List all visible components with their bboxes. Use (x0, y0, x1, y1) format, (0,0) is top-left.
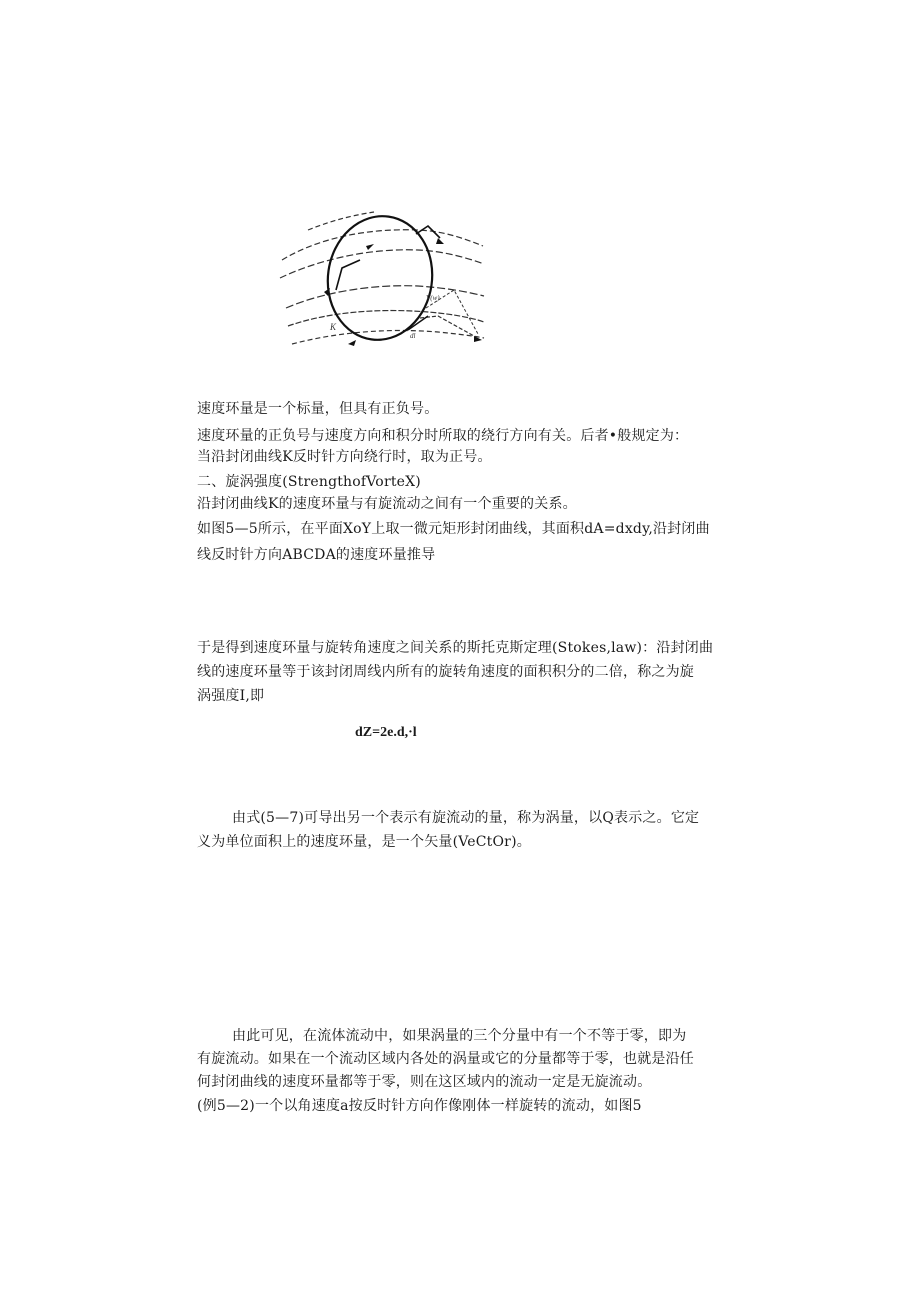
paragraph-vorticity-line-2: 义为单位面积上的速度环量，是一个矢量(VeCtOr)。 (197, 834, 531, 850)
streamline-2 (280, 250, 484, 278)
velocity-circulation-figure (278, 208, 486, 348)
paragraph-example: (例5—2)一个以角速度a按反时针方向作像刚体一样旋转的流动，如图5 (197, 1098, 642, 1114)
paragraph-rectangle-line-2: 线反时针方向ABCDA的速度环量推导 (197, 547, 436, 563)
paragraph-relation: 沿封闭曲线K的速度环量与有旋流动之间有一个重要的关系。 (197, 496, 577, 512)
streamline-3 (286, 286, 484, 308)
paragraph-rectangle-line-1: 如图5—5所示，在平面XoY上取一微元矩形封闭曲线，其面积dA=dxdy,沿封闭曲 (197, 521, 710, 537)
paragraph-stokes-line-1: 于是得到速度环量与旋转角速度之间关系的斯托克斯定理(Stokes,law)：沿封闭曲 (197, 640, 714, 656)
paragraph-sign-line-1: 速度环量的正负号与速度方向和积分时所取的绕行方向有关。后者•般规定为： (197, 428, 689, 444)
paragraph-conclusion-line-2: 有旋流动。如果在一个流动区域内各处的涡量或它的分量都等于零，也就是沿任 (197, 1051, 694, 1067)
paragraph-sign-line-2: 当沿封闭曲线K反时针方向绕行时，取为正号。 (197, 449, 492, 465)
label-vw: V(w) (426, 294, 440, 302)
arrow-head-5 (436, 238, 444, 244)
paragraph-stokes-line-3: 涡强度I,即 (197, 688, 265, 704)
streamline-1 (282, 230, 483, 260)
paragraph-scalar: 速度环量是一个标量，但具有正负号。 (197, 401, 439, 417)
streamline-4 (288, 311, 484, 326)
arrow-head-1 (366, 244, 374, 250)
section-heading-vortex-strength: 二、旋涡强度(StrengthofVorteX) (197, 474, 421, 490)
paragraph-vorticity-line-1: 由式(5—7)可导出另一个表示有旋流动的量，称为涡量，以Q表示之。它定 (232, 810, 700, 826)
paragraph-conclusion-line-1: 由此可见，在流体流动中，如果涡量的三个分量中有一个不等于零，即为 (232, 1028, 687, 1044)
paragraph-conclusion-line-3: 何封闭曲线的速度环量都等于零，则在这区域内的流动一定是无旋流动。 (197, 1074, 652, 1090)
streamline-5 (292, 331, 484, 345)
paragraph-stokes-line-2: 线的速度环量等于该封闭周线内所有的旋转角速度的面积积分的二倍，称之为旋 (197, 664, 694, 680)
label-dl: dl (410, 332, 416, 340)
label-k: K (330, 322, 337, 332)
velocity-vector-left (336, 260, 360, 290)
formula-vortex-strength: dZ=2e.d,·l (355, 725, 417, 740)
arrow-head-3 (348, 340, 356, 346)
